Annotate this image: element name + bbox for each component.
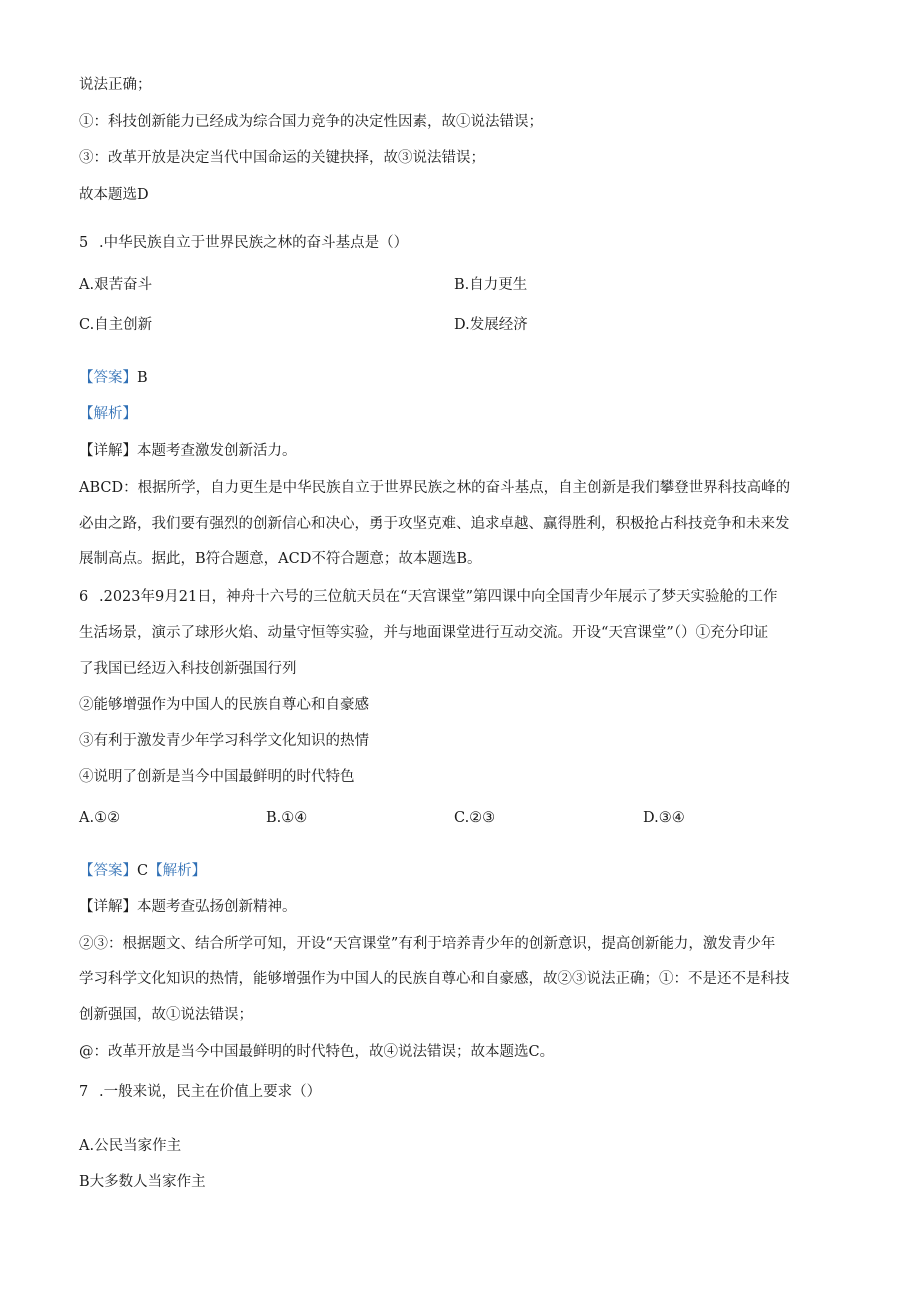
text-line: 说法正确； [79, 77, 152, 93]
question-number: 7 [79, 1084, 89, 1100]
question-text-line: 了我国已经迈入科技创新强国行列 [79, 661, 297, 677]
answer-value: C [137, 863, 149, 879]
option-b: B.①④ [266, 810, 308, 826]
option-b: B大多数人当家作主 [79, 1174, 206, 1190]
option-b: B.自力更生 [454, 277, 528, 293]
question-text: .2023年9月21日，神舟十六号的三位航天员在“天宫课堂”第四课中向全国青少年展示了梦天实验舱的工作 [99, 589, 778, 605]
text-line: ③：改革开放是决定当代中国命运的关键抉择，故③说法错误； [79, 150, 485, 166]
detail-tag: 【详解】 [79, 443, 137, 459]
question-6-stem [79, 587, 860, 607]
detail-text: 本题考查弘扬创新精神。 [137, 899, 297, 915]
analysis-tag: 【解析】 [79, 406, 137, 422]
detail-line [79, 441, 860, 461]
text-line: ①：科技创新能力已经成为综合国力竞争的决定性因素，故①说法错误； [79, 114, 543, 130]
answer-line [79, 861, 860, 881]
question-7-stem [79, 1082, 860, 1102]
detail-text: 本题考查激发创新活力。 [137, 443, 297, 459]
explain-line: 学习科学文化知识的热情，能够增强作为中国人的民族自尊心和自豪感，故②③说法正确；①：不是还不是科技 [79, 971, 790, 987]
explain-line: 创新强国，故①说法错误； [79, 1007, 253, 1023]
statement-line: ③有利于激发青少年学习科学文化知识的热情 [79, 733, 369, 749]
analysis-line [79, 404, 860, 424]
option-d: D.③④ [643, 810, 685, 826]
option-d: D.发展经济 [454, 317, 528, 333]
option-c: C.②③ [454, 810, 496, 826]
explain-line: 必由之路，我们要有强烈的创新信心和决心，勇于攻坚克难、追求卓越、赢得胜利，积极抢占科技竞争和未来发 [79, 516, 790, 532]
text-line: 故本题选D [79, 187, 149, 203]
explain-line: 展制高点。据此，B符合题意，ACD不符合题意；故本题选B。 [79, 551, 482, 567]
explain-line: ②③：根据题文、结合所学可知，开设“天宫课堂”有利于培养青少年的创新意识，提高创新能力，激发青少年 [79, 936, 776, 952]
statement-line: ④说明了创新是当今中国最鲜明的时代特色 [79, 769, 355, 785]
option-a: A.艰苦奋斗 [79, 277, 153, 293]
question-text-line: 生活场景，演示了球形火焰、动量守恒等实验，并与地面课堂进行互动交流。开设“天宫课堂”（）①充分印证 [79, 625, 769, 641]
option-a: A.①② [79, 810, 121, 826]
detail-line [79, 897, 860, 917]
explain-line: @：改革开放是当今中国最鲜明的时代特色，故④说法错误；故本题选C。 [79, 1044, 555, 1060]
explain-line: ABCD：根据所学，自力更生是中华民族自立于世界民族之林的奋斗基点，自主创新是我们攀登世界科技高峰的 [79, 480, 791, 496]
statement-line: ②能够增强作为中国人的民族自尊心和自豪感 [79, 697, 369, 713]
answer-line [79, 368, 860, 388]
option-c: C.自主创新 [79, 317, 153, 333]
analysis-tag: 【解析】 [148, 863, 207, 879]
question-5-stem [79, 233, 860, 253]
answer-value: B [137, 370, 148, 386]
option-a: A.公民当家作主 [79, 1138, 182, 1154]
answer-tag: 【答案】 [79, 863, 137, 879]
answer-tag: 【答案】 [79, 370, 137, 386]
detail-tag: 【详解】 [79, 899, 137, 915]
question-text: .一般来说，民主在价值上要求（） [99, 1084, 322, 1100]
question-number: 6 [79, 589, 89, 605]
question-number: 5 [79, 235, 89, 251]
question-text: .中华民族自立于世界民族之林的奋斗基点是（） [99, 235, 409, 251]
